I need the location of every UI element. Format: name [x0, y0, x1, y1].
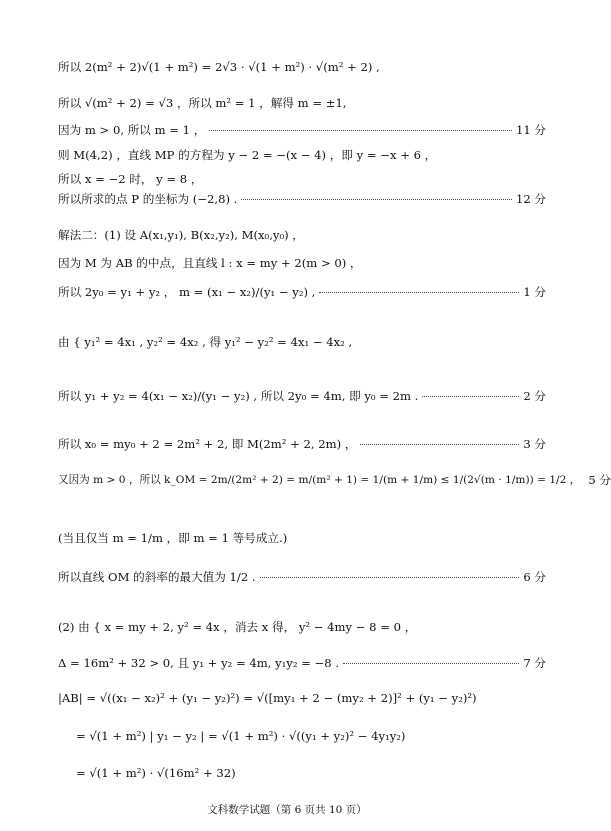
dot-leader — [422, 396, 519, 397]
method-two-line-9 — [58, 570, 546, 585]
line-text: = √(1 + m²) | y₁ − y₂ | = √(1 + m²) · √((y₁ + y₂)² − 4y₁y₂) — [76, 729, 406, 743]
dot-leader — [241, 199, 512, 200]
solution-line-5 — [58, 172, 546, 187]
solution-line-1 — [58, 60, 546, 75]
part-two-line-2 — [58, 656, 546, 671]
method-two-line-1 — [58, 228, 546, 243]
line-text: 则 M(4,2) ，直线 MP 的方程为 y − 2 = −(x − 4) ，即 y = −x + 6 ， — [58, 148, 437, 162]
line-text: 所以 √(m² + 2) = √3 ，所以 m² = 1 ，解得 m = ±1, — [58, 96, 347, 110]
line-text: = √(1 + m²) · √(16m² + 32) — [76, 766, 236, 780]
dot-leader — [343, 663, 519, 664]
line-text: 所以 x₀ = my₀ + 2 = 2m² + 2, 即 M(2m² + 2, 2m) ， — [58, 437, 357, 451]
line-text: 由 { y₁² = 4x₁ , y₂² = 4x₂ , 得 y₁² − y₂² = 4x₁ − 4x₂ , — [58, 335, 353, 349]
line-text: 因为 M 为 AB 的中点，且直线 l : x = my + 2(m > 0) ， — [58, 256, 362, 270]
score-mark: 1 分 — [523, 285, 546, 299]
dot-leader — [260, 577, 520, 578]
part-two-line-3 — [58, 691, 546, 706]
part-two-line-4 — [76, 729, 546, 744]
dot-leader — [209, 130, 512, 131]
line-text: (当且仅当 m = 1/m ，即 m = 1 等号成立.) — [58, 531, 288, 545]
line-text: 又因为 m > 0 ，所以 k_OM = 2m/(2m² + 2) = m/(m² + 1) = 1/(m + 1/m) ≤ 1/(2√(m · 1/m)) = 1/2 ， — [58, 474, 581, 486]
method-two-line-6 — [58, 437, 546, 452]
line-text: 所以所求的点 P 的坐标为 (−2,8) . — [58, 192, 238, 206]
line-text: (2) 由 { x = my + 2, y² = 4x ，消去 x 得， y² − 4my − 8 = 0 ， — [58, 620, 417, 634]
line-text: |AB| = √((x₁ − x₂)² + (y₁ − y₂)²) = √([my₁ + 2 − (my₂ + 2)]² + (y₁ − y₂)²) — [58, 691, 477, 705]
line-text: 所以 x = −2 时， y = 8 ， — [58, 172, 203, 186]
score-mark: 2 分 — [523, 389, 546, 403]
dot-leader — [319, 292, 519, 293]
page-footer: 文科数学试题（第 6 页共 10 页） — [207, 804, 367, 816]
line-text: 所以 2y₀ = y₁ + y₂ ， m = (x₁ − x₂)/(y₁ − y₂) , — [58, 285, 316, 299]
solution-line-2 — [58, 96, 546, 111]
score-mark: 5 分 — [588, 473, 611, 487]
method-two-line-3 — [58, 285, 546, 300]
method-two-line-4 — [58, 335, 546, 350]
line-text: 因为 m > 0, 所以 m = 1 ， — [58, 123, 206, 137]
score-mark: 11 分 — [515, 123, 546, 137]
part-two-line-5 — [76, 766, 546, 781]
solution-line-3 — [58, 123, 546, 138]
solution-line-6 — [58, 192, 546, 207]
line-text: 所以直线 OM 的斜率的最大值为 1/2 . — [58, 570, 256, 584]
solution-line-4 — [58, 148, 546, 163]
part-two-line-1 — [58, 620, 546, 635]
line-text: 解法二：(1) 设 A(x₁,y₁), B(x₂,y₂), M(x₀,y₀) ， — [58, 228, 304, 242]
line-text: Δ = 16m² + 32 > 0, 且 y₁ + y₂ = 4m, y₁y₂ = −8 . — [58, 656, 340, 670]
method-two-line-5 — [58, 389, 546, 404]
score-mark: 3 分 — [523, 437, 546, 451]
method-two-line-8 — [58, 531, 546, 546]
dot-leader — [360, 444, 519, 445]
score-mark: 6 分 — [523, 570, 546, 584]
score-mark: 7 分 — [523, 656, 546, 670]
line-text: 所以 y₁ + y₂ = 4(x₁ − x₂)/(y₁ − y₂) , 所以 2y₀ = 4m, 即 y₀ = 2m . — [58, 389, 419, 403]
method-two-line-2 — [58, 256, 546, 271]
score-mark: 12 分 — [515, 192, 546, 206]
line-text: 所以 2(m² + 2)√(1 + m²) = 2√3 · √(1 + m²) · √(m² + 2) , — [58, 60, 380, 74]
method-two-line-7 — [58, 473, 611, 488]
